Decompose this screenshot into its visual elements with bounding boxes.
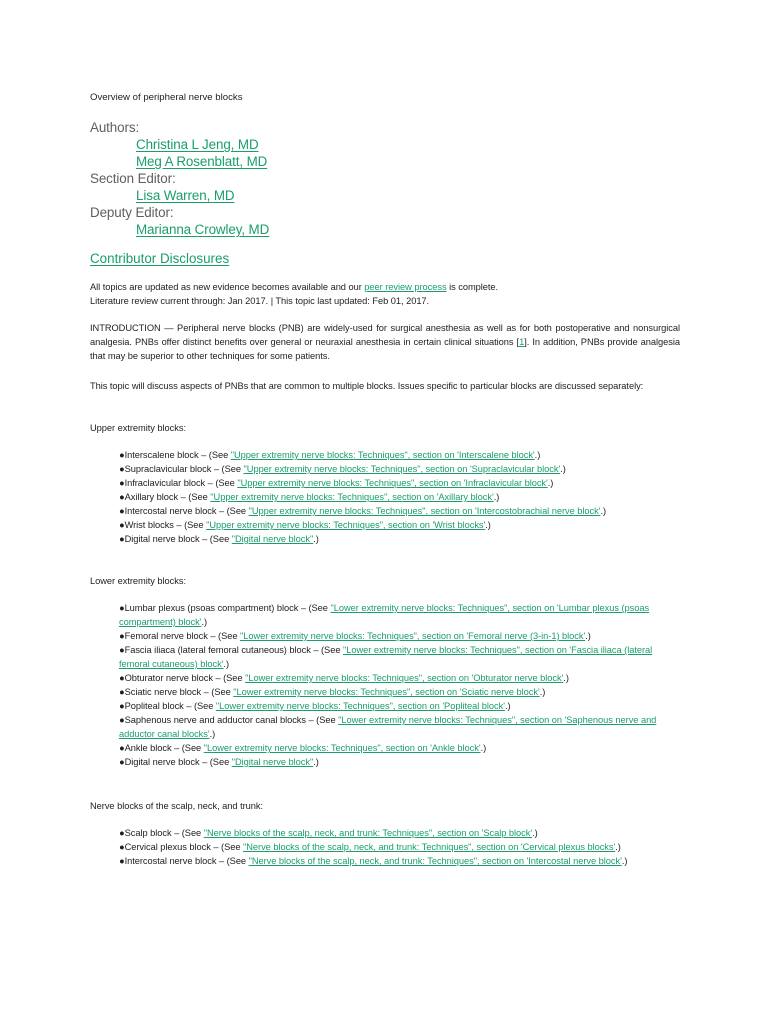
link-tail: .): [201, 617, 208, 627]
list-item: [119, 699, 684, 713]
authors-label: Authors:: [90, 120, 140, 135]
scope-paragraph: This topic will discuss aspects of PNBs that are common to multiple blocks. Issues specific to particular blocks are discussed separately:: [90, 381, 644, 391]
topic-link[interactable]: "Lower extremity nerve blocks: Techniques", section on 'Saphenous nerve and adductor canal blocks': [119, 715, 657, 739]
list-item: [119, 504, 684, 518]
topic-link[interactable]: "Upper extremity nerve blocks: Techniques", section on 'Infraclavicular block': [237, 478, 548, 488]
list-item: [119, 462, 684, 476]
link-tail: .): [563, 673, 569, 683]
link-tail: .): [480, 743, 487, 753]
topic-link[interactable]: "Lower extremity nerve blocks: Techniques", section on 'Femoral nerve (3-in-1) block': [240, 631, 586, 641]
topic-link[interactable]: "Lower extremity nerve blocks: Techniques", section on 'Popliteal block': [215, 701, 505, 711]
link-tail: .): [547, 478, 554, 488]
list-item: [119, 713, 684, 741]
link-tail: .): [493, 492, 500, 502]
block-name: ●Obturator nerve block – (See: [119, 673, 246, 683]
block-name: ●Femoral nerve block – (See: [119, 631, 240, 641]
section-heading-upper: Upper extremity blocks:: [90, 423, 186, 433]
link-tail: .): [313, 757, 319, 767]
list-item: [119, 629, 684, 643]
section-heading-lower: Lower extremity blocks:: [90, 576, 186, 586]
topic-link[interactable]: "Upper extremity nerve blocks: Techniques", section on 'Axillary block': [210, 492, 494, 502]
link-tail: .): [534, 450, 541, 460]
topic-link[interactable]: "Lower extremity nerve blocks: Techniques", section on 'Ankle block': [203, 743, 481, 753]
list-item: [119, 448, 684, 462]
block-name: ●Supraclavicular block – (See: [119, 464, 244, 474]
topic-link[interactable]: "Upper extremity nerve blocks: Techniques", section on 'Interscalene block': [230, 450, 535, 460]
link-tail: .): [532, 828, 538, 838]
deputy-editor-link[interactable]: Marianna Crowley, MD: [136, 222, 270, 237]
upper-extremity-list: [119, 448, 684, 546]
block-name: ●Saphenous nerve and adductor canal blocks – (See: [119, 715, 339, 725]
scalp-neck-trunk-list: [119, 826, 684, 868]
link-tail: .): [504, 701, 511, 711]
topic-link[interactable]: "Upper extremity nerve blocks: Techniques", section on 'Supraclavicular block': [243, 464, 561, 474]
block-name: ●Wrist blocks – (See: [119, 520, 207, 530]
topic-link[interactable]: "Digital nerve block": [231, 757, 314, 767]
link-tail: .): [585, 631, 591, 641]
list-item: [119, 490, 684, 504]
topic-link[interactable]: "Lower extremity nerve blocks: Techniques", section on 'Fascia iliaca (lateral femoral cutaneous) block': [119, 645, 653, 669]
list-item: [119, 671, 684, 685]
author-link-jeng[interactable]: Christina L Jeng, MD: [136, 137, 259, 152]
introduction-paragraph: INTRODUCTION — Peripheral nerve blocks (PNB) are widely-used for surgical anesthesia as well as for both postoperative and nonsurgical analgesia. PNBs offer distinct benefits over general or neuraxial anesthesia in certain clinical situations [1]. In addition, PNBs provide analgesia that may be superior to other techniques for some patients.: [90, 323, 680, 361]
list-item: [119, 741, 684, 755]
block-name: ●Intercostal nerve block – (See: [119, 856, 249, 866]
block-name: ●Interscalene block – (See: [119, 450, 231, 460]
lower-extremity-list: [119, 601, 684, 769]
section-editor-link[interactable]: Lisa Warren, MD: [136, 188, 235, 203]
list-item: [119, 685, 684, 699]
block-name: ●Scalp block – (See: [119, 828, 204, 838]
link-tail: .): [615, 842, 621, 852]
list-item: [119, 826, 684, 840]
link-tail: .): [485, 520, 491, 530]
reference-link-1[interactable]: 1: [519, 337, 525, 347]
list-item: [119, 755, 684, 769]
block-name: ●Fascia iliaca (lateral femoral cutaneous) block – (See: [119, 645, 343, 655]
list-item: [119, 532, 684, 546]
section-editor-label: Section Editor:: [90, 171, 176, 186]
link-tail: .): [621, 856, 628, 866]
literature-review-dates: Literature review current through: Jan 2017. | This topic last updated: Feb 01, 2017.: [90, 296, 430, 306]
list-item: [119, 476, 684, 490]
topic-link[interactable]: "Lower extremity nerve blocks: Techniques", section on 'Obturator nerve block': [245, 673, 564, 683]
block-name: ●Popliteal block – (See: [119, 701, 216, 711]
section-heading-scalp-neck-trunk: Nerve blocks of the scalp, neck, and trunk:: [90, 801, 264, 811]
block-name: ●Cervical plexus block – (See: [119, 842, 243, 852]
topic-link[interactable]: "Nerve blocks of the scalp, neck, and trunk: Techniques", section on 'Cervical plexus blocks': [243, 842, 616, 852]
contributor-disclosures-link[interactable]: Contributor Disclosures: [90, 251, 230, 266]
block-name: ●Digital nerve block – (See: [119, 757, 232, 767]
block-name: ●Ankle block – (See: [119, 743, 204, 753]
topic-link[interactable]: "Lower extremity nerve blocks: Techniques", section on 'Sciatic nerve block': [233, 687, 540, 697]
link-tail: .): [209, 729, 216, 739]
block-name: ●Digital nerve block – (See: [119, 534, 232, 544]
block-name: ●Infraclavicular block – (See: [119, 478, 238, 488]
list-item: [119, 643, 684, 671]
author-link-rosenblatt[interactable]: Meg A Rosenblatt, MD: [136, 154, 268, 169]
topic-link[interactable]: "Nerve blocks of the scalp, neck, and trunk: Techniques", section on 'Intercostal nerve block': [248, 856, 622, 866]
block-name: ●Lumbar plexus (psoas compartment) block – (See: [119, 603, 331, 613]
peer-review-process-link[interactable]: peer review process: [364, 282, 447, 292]
deputy-editor-label: Deputy Editor:: [90, 205, 174, 220]
link-tail: .): [223, 659, 229, 669]
topic-link[interactable]: "Nerve blocks of the scalp, neck, and trunk: Techniques", section on 'Scalp block': [203, 828, 533, 838]
list-item: [119, 854, 684, 868]
list-item: [119, 840, 684, 854]
page-title: Overview of peripheral nerve blocks: [90, 92, 243, 103]
link-tail: .): [600, 506, 607, 516]
block-name: ●Intercostal nerve block – (See: [119, 506, 249, 516]
link-tail: .): [560, 464, 566, 474]
list-item: [119, 518, 684, 532]
topic-link[interactable]: "Upper extremity nerve blocks: Techniques", section on 'Intercostobrachial nerve block': [248, 506, 601, 516]
block-name: ●Axillary block – (See: [119, 492, 211, 502]
link-tail: .): [539, 687, 546, 697]
topic-link[interactable]: "Upper extremity nerve blocks: Techniques", section on 'Wrist blocks': [206, 520, 486, 530]
link-tail: .): [313, 534, 319, 544]
list-item: [119, 601, 684, 629]
block-name: ●Sciatic nerve block – (See: [119, 687, 234, 697]
update-notice: All topics are updated as new evidence becomes available and our peer review process is complete. Literature review current through: Jan 2017. | This topic last updated: Feb 01, 2017.: [90, 282, 499, 306]
topic-link[interactable]: "Digital nerve block": [231, 534, 314, 544]
topic-link[interactable]: "Lower extremity nerve blocks: Techniques", section on 'Lumbar plexus (psoas compartment) block': [119, 603, 650, 627]
